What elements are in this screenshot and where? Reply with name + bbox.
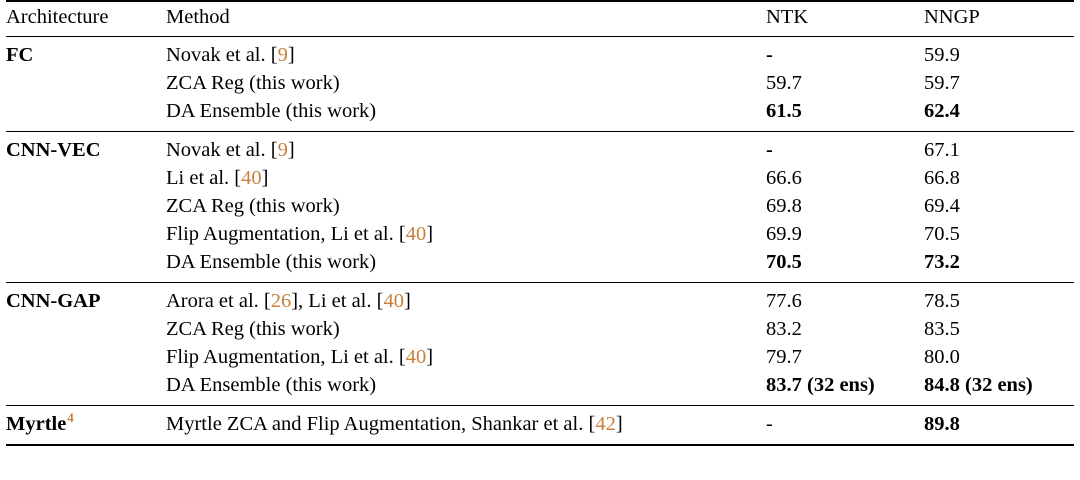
nngp-value: 66.8 <box>924 167 960 189</box>
architecture-label-myrtle: Myrtle$^4$ <box>6 406 166 446</box>
method-label: Flip Augmentation, Li et al. [40] <box>166 223 434 245</box>
method-label: DA Ensemble (this work) <box>166 251 377 273</box>
column-header-nngp: NNGP <box>924 2 1074 37</box>
table-row <box>6 344 1074 372</box>
ntk-value: 77.6 <box>766 283 924 316</box>
citation-ref[interactable]: 9 <box>277 44 288 66</box>
method-label: ZCA Reg (this work) <box>166 195 340 217</box>
ntk-value: 83.7 (32 ens) <box>766 374 875 396</box>
ntk-value: 61.5 <box>766 100 802 122</box>
nngp-value: 62.4 <box>924 100 960 122</box>
method-label: DA Ensemble (this work) <box>166 374 377 396</box>
nngp-value: 83.5 <box>924 318 960 340</box>
ntk-value: 69.9 <box>766 223 802 245</box>
method-label: Flip Augmentation, Li et al. [40] <box>166 346 434 368</box>
ntk-value: 66.6 <box>766 167 802 189</box>
nngp-value: 73.2 <box>924 251 960 273</box>
table-bottom-rule <box>6 445 1074 446</box>
column-header-method: Method <box>166 2 766 37</box>
ntk-value: - <box>766 406 924 446</box>
ntk-value: 79.7 <box>766 346 802 368</box>
ntk-value: 83.2 <box>766 318 802 340</box>
nngp-value: 80.0 <box>924 346 960 368</box>
rule-cell <box>766 445 924 446</box>
method-label: Myrtle ZCA and Flip Augmentation, Shankar et al. [42] <box>166 406 766 446</box>
method-label: ZCA Reg (this work) <box>166 72 340 94</box>
rule-cell <box>166 445 766 446</box>
nngp-value: 67.1 <box>924 132 1074 165</box>
method-label: Novak et al. [9] <box>166 132 766 165</box>
table-row <box>6 165 1074 193</box>
citation-ref[interactable]: 40 <box>405 223 427 245</box>
column-header-architecture: Architecture <box>6 2 166 37</box>
architecture-label-cnn-vec: CNN-VEC <box>6 132 166 283</box>
table-row <box>6 132 1074 165</box>
column-header-ntk: NTK <box>766 2 924 37</box>
citation-ref[interactable]: 40 <box>405 346 427 368</box>
rule-cell <box>6 445 166 446</box>
ntk-value: - <box>766 37 924 70</box>
ntk-value: 69.8 <box>766 195 802 217</box>
method-label: Arora et al. [26], Li et al. [40] <box>166 283 766 316</box>
footnote-marker[interactable]: 4 <box>67 411 74 426</box>
nngp-value: 84.8 (32 ens) <box>924 374 1033 396</box>
column-header-row <box>6 2 1074 37</box>
nngp-value: 59.7 <box>924 72 960 94</box>
citation-ref[interactable]: 40 <box>383 290 404 312</box>
nngp-value: 78.5 <box>924 283 1074 316</box>
nngp-value: 69.4 <box>924 195 960 217</box>
method-label: Novak et al. [9] <box>166 37 766 70</box>
table-row <box>6 221 1074 249</box>
table-row <box>6 37 1074 70</box>
table-header <box>6 1 1074 37</box>
rule-cell <box>924 445 1074 446</box>
citation-ref[interactable]: 26 <box>270 290 292 312</box>
nngp-value: 70.5 <box>924 223 960 245</box>
table-row <box>6 249 1074 283</box>
table-row <box>6 193 1074 221</box>
method-label: ZCA Reg (this work) <box>166 318 340 340</box>
method-label: Li et al. [40] <box>166 167 269 189</box>
table-row <box>6 70 1074 98</box>
results-table <box>6 0 1074 446</box>
citation-ref[interactable]: 40 <box>241 167 262 189</box>
architecture-label-cnn-gap: CNN-GAP <box>6 283 166 406</box>
ntk-value: 59.7 <box>766 72 802 94</box>
table-row <box>6 372 1074 406</box>
nngp-value: 59.9 <box>924 37 1074 70</box>
ntk-value: - <box>766 132 924 165</box>
citation-ref[interactable]: 42 <box>595 413 616 435</box>
table-row <box>6 283 1074 316</box>
citation-ref[interactable]: 9 <box>277 139 288 161</box>
table-row <box>6 316 1074 344</box>
table-row <box>6 98 1074 132</box>
method-label: DA Ensemble (this work) <box>166 100 377 122</box>
nngp-value: 89.8 <box>924 406 1074 446</box>
architecture-label-fc: FC <box>6 37 166 132</box>
ntk-value: 70.5 <box>766 251 802 273</box>
table-row <box>6 406 1074 446</box>
table-body <box>6 37 1074 447</box>
